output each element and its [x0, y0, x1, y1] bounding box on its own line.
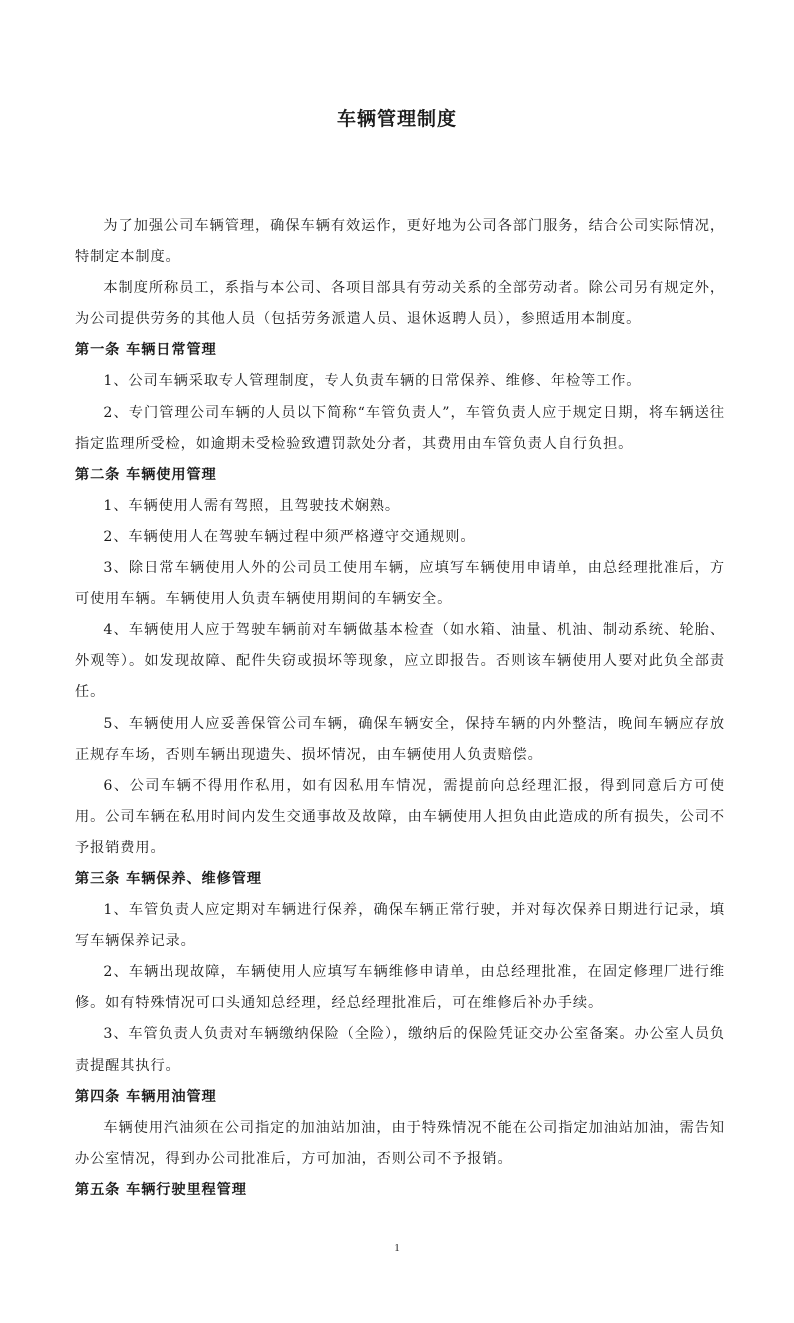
paragraph: 3、除日常车辆使用人外的公司员工使用车辆，应填写车辆使用申请单，由总经理批准后，方可使用车辆。车辆使用人负责车辆使用期间的车辆安全。: [75, 560, 725, 608]
paragraph: 本制度所称员工，系指与本公司、各项目部具有劳动关系的全部劳动者。除公司另有规定外，为公司提供劳务的其他人员（包括劳务派遣人员、退休返聘人员），参照适用本制度。: [75, 280, 725, 328]
paragraph: 1、公司车辆采取专人管理制度，专人负责车辆的日常保养、维修、年检等工作。: [103, 373, 642, 390]
paragraph: 4、车辆使用人应于驾驶车辆前对车辆做基本检查（如水箱、油量、机油、制动系统、轮胎、外观等）。如发现故障、配件失窃或损坏等现象，应立即报告。否则该车辆使用人要对此负全部责任。: [75, 622, 725, 701]
section-heading: 第四条 车辆用油管理: [75, 1088, 217, 1105]
paragraph: 3、车管负责人负责对车辆缴纳保险（全险），缴纳后的保险凭证交办公室备案。办公室人员负责提醒其执行。: [75, 1026, 725, 1074]
section-heading: 第一条 车辆日常管理: [75, 342, 217, 359]
page-number: 1: [394, 1242, 400, 1254]
paragraph: 6、公司车辆不得用作私用，如有因私用车情况，需提前向总经理汇报，得到同意后方可使用。公司车辆在私用时间内发生交通事故及故障，由车辆使用人担负由此造成的所有损失，公司不予报销费用。: [75, 777, 725, 856]
paragraph: 2、车辆出现故障，车辆使用人应填写车辆维修申请单，由总经理批准，在固定修理厂进行维修。如有特殊情况可口头通知总经理，经总经理批准后，可在维修后补办手续。: [75, 964, 725, 1012]
document-body: [75, 211, 725, 1206]
paragraph: 车辆使用汽油须在公司指定的加油站加油，由于特殊情况不能在公司指定加油站加油，需告知办公室情况，得到办公司批准后，方可加油，否则公司不予报销。: [75, 1119, 725, 1167]
paragraph: 5、车辆使用人应妥善保管公司车辆，确保车辆安全，保持车辆的内外整洁，晚间车辆应存放正规存车场，否则车辆出现遗失、损坏情况，由车辆使用人负责赔偿。: [75, 715, 725, 763]
document-title: 车辆管理制度: [336, 108, 457, 130]
paragraph: 2、专门管理公司车辆的人员以下简称“车管负责人”，车管负责人应于规定日期，将车辆送往指定监理所受检，如逾期未受检验致遭罚款处分者，其费用由车管负责人自行负担。: [75, 404, 725, 452]
paragraph: 1、车辆使用人需有驾照，且驾驶技术娴熟。: [103, 497, 400, 514]
section-heading: 第三条 车辆保养、维修管理: [75, 870, 262, 887]
paragraph: 为了加强公司车辆管理，确保车辆有效运作，更好地为公司各部门服务，结合公司实际情况，特制定本制度。: [75, 218, 725, 266]
paragraph: 1、车管负责人应定期对车辆进行保养，确保车辆正常行驶，并对每次保养日期进行记录，填写车辆保养记录。: [75, 902, 725, 950]
section-heading: 第二条 车辆使用管理: [75, 466, 217, 483]
section-heading: 第五条 车辆行驶里程管理: [75, 1181, 247, 1198]
paragraph: 2、车辆使用人在驾驶车辆过程中须严格遵守交通规则。: [103, 528, 476, 545]
